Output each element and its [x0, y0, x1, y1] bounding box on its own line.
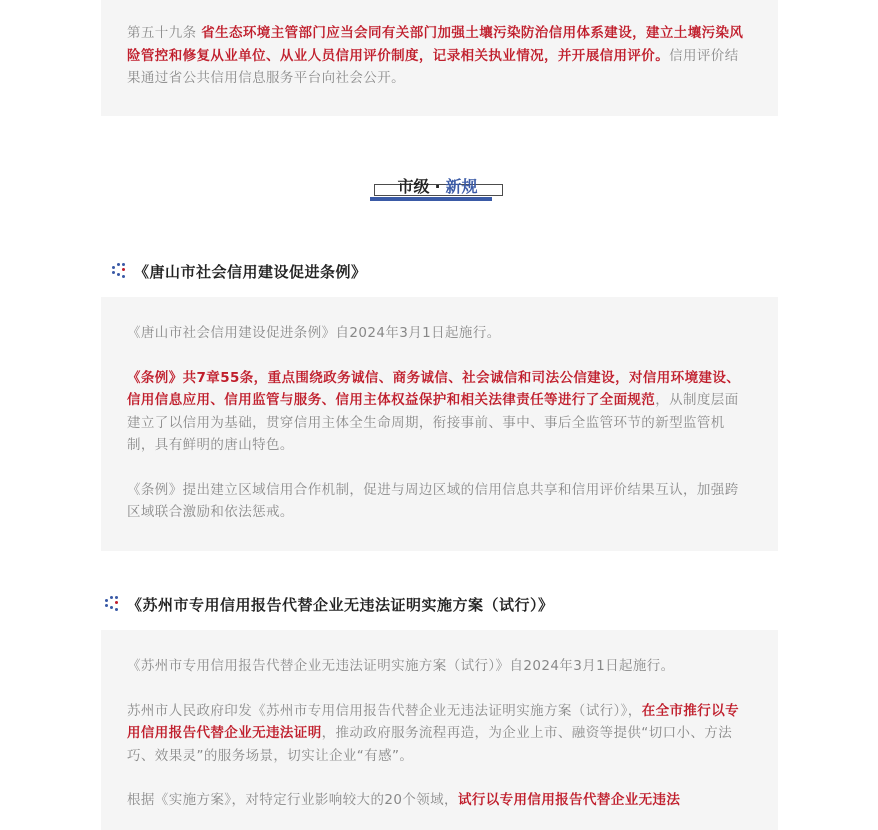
article-59-text [127, 22, 752, 90]
tangshan-p1: 《唐山市社会信用建设促进条例》自2024年3月1日起施行。 [127, 325, 501, 341]
article-suffix: 信用评价结果通过省公共信用信息服务平台向社会公开。 [127, 47, 739, 86]
article-highlight: 省生态环境主管部门应当会同有关部门加强土壤污染防治信用体系建设，建立土壤污染风险管控和修复从业单位、从业人员信用评价制度，记录相关执业情况，并开展信用评价。 [127, 25, 744, 64]
tangshan-p2 [127, 367, 752, 457]
heading-tangshan [112, 262, 367, 282]
suzhou-p1: 《苏州市专用信用报告代替企业无违法证明实施方案（试行）》自2024年3月1日起施行。 [127, 658, 675, 674]
suzhou-p3-pre: 根据《实施方案》，对特定行业影响较大的20个领域， [127, 792, 458, 808]
article-59-box [101, 0, 778, 116]
section-title-city-new-rules [370, 173, 505, 203]
suzhou-p3 [127, 789, 752, 812]
suzhou-p3-highlight: 试行以专用信用报告代替企业无违法 [457, 792, 681, 808]
tangshan-box [101, 297, 778, 551]
tangshan-p3: 《条例》提出建立区域信用合作机制，促进与周边区域的信用信息共享和信用评价结果互认，加强跨区域联合激励和依法惩戒。 [127, 481, 739, 520]
suzhou-box [101, 630, 778, 830]
tangshan-p2-highlight: 《条例》共7章55条，重点围绕政务诚信、商务诚信、社会诚信和司法公信建设，对信用环境建设、信用信息应用、信用监管与服务、信用主体权益保护和相关法律责任等进行了全面规范 [127, 369, 741, 408]
heading-suzhou [105, 595, 554, 615]
suzhou-p2 [127, 700, 752, 768]
suzhou-p2-rest: ，推动政府服务流程再造，为企业上市、融资等提供“切口小、方法巧、效果灵”的服务场景，切实让企业“有感”。 [127, 725, 733, 764]
dots-icon [112, 263, 130, 279]
heading-tangshan-text: 《唐山市社会信用建设促进条例》 [134, 263, 367, 281]
dots-icon [105, 596, 123, 612]
suzhou-p2-highlight: 在全市推行以专用信用报告代替企业无违法证明 [127, 702, 740, 741]
article-number: 第五十九条 [127, 25, 202, 41]
heading-suzhou-text: 《苏州市专用信用报告代替企业无违法证明实施方案（试行）》 [127, 596, 554, 614]
suzhou-p2-pre: 苏州市人民政府印发《苏州市专用信用报告代替企业无违法证明实施方案（试行）》， [127, 702, 642, 719]
tangshan-p2-rest: ，从制度层面建立了以信用为基础，贯穿信用主体全生命周期，衔接事前、事中、事后全监管环节的新型监管机制，具有鲜明的唐山特色。 [127, 392, 739, 453]
section-title-part1: 市级 [397, 177, 430, 196]
section-title-part2: 新规 [445, 177, 478, 196]
section-title-dot: · [434, 177, 441, 196]
